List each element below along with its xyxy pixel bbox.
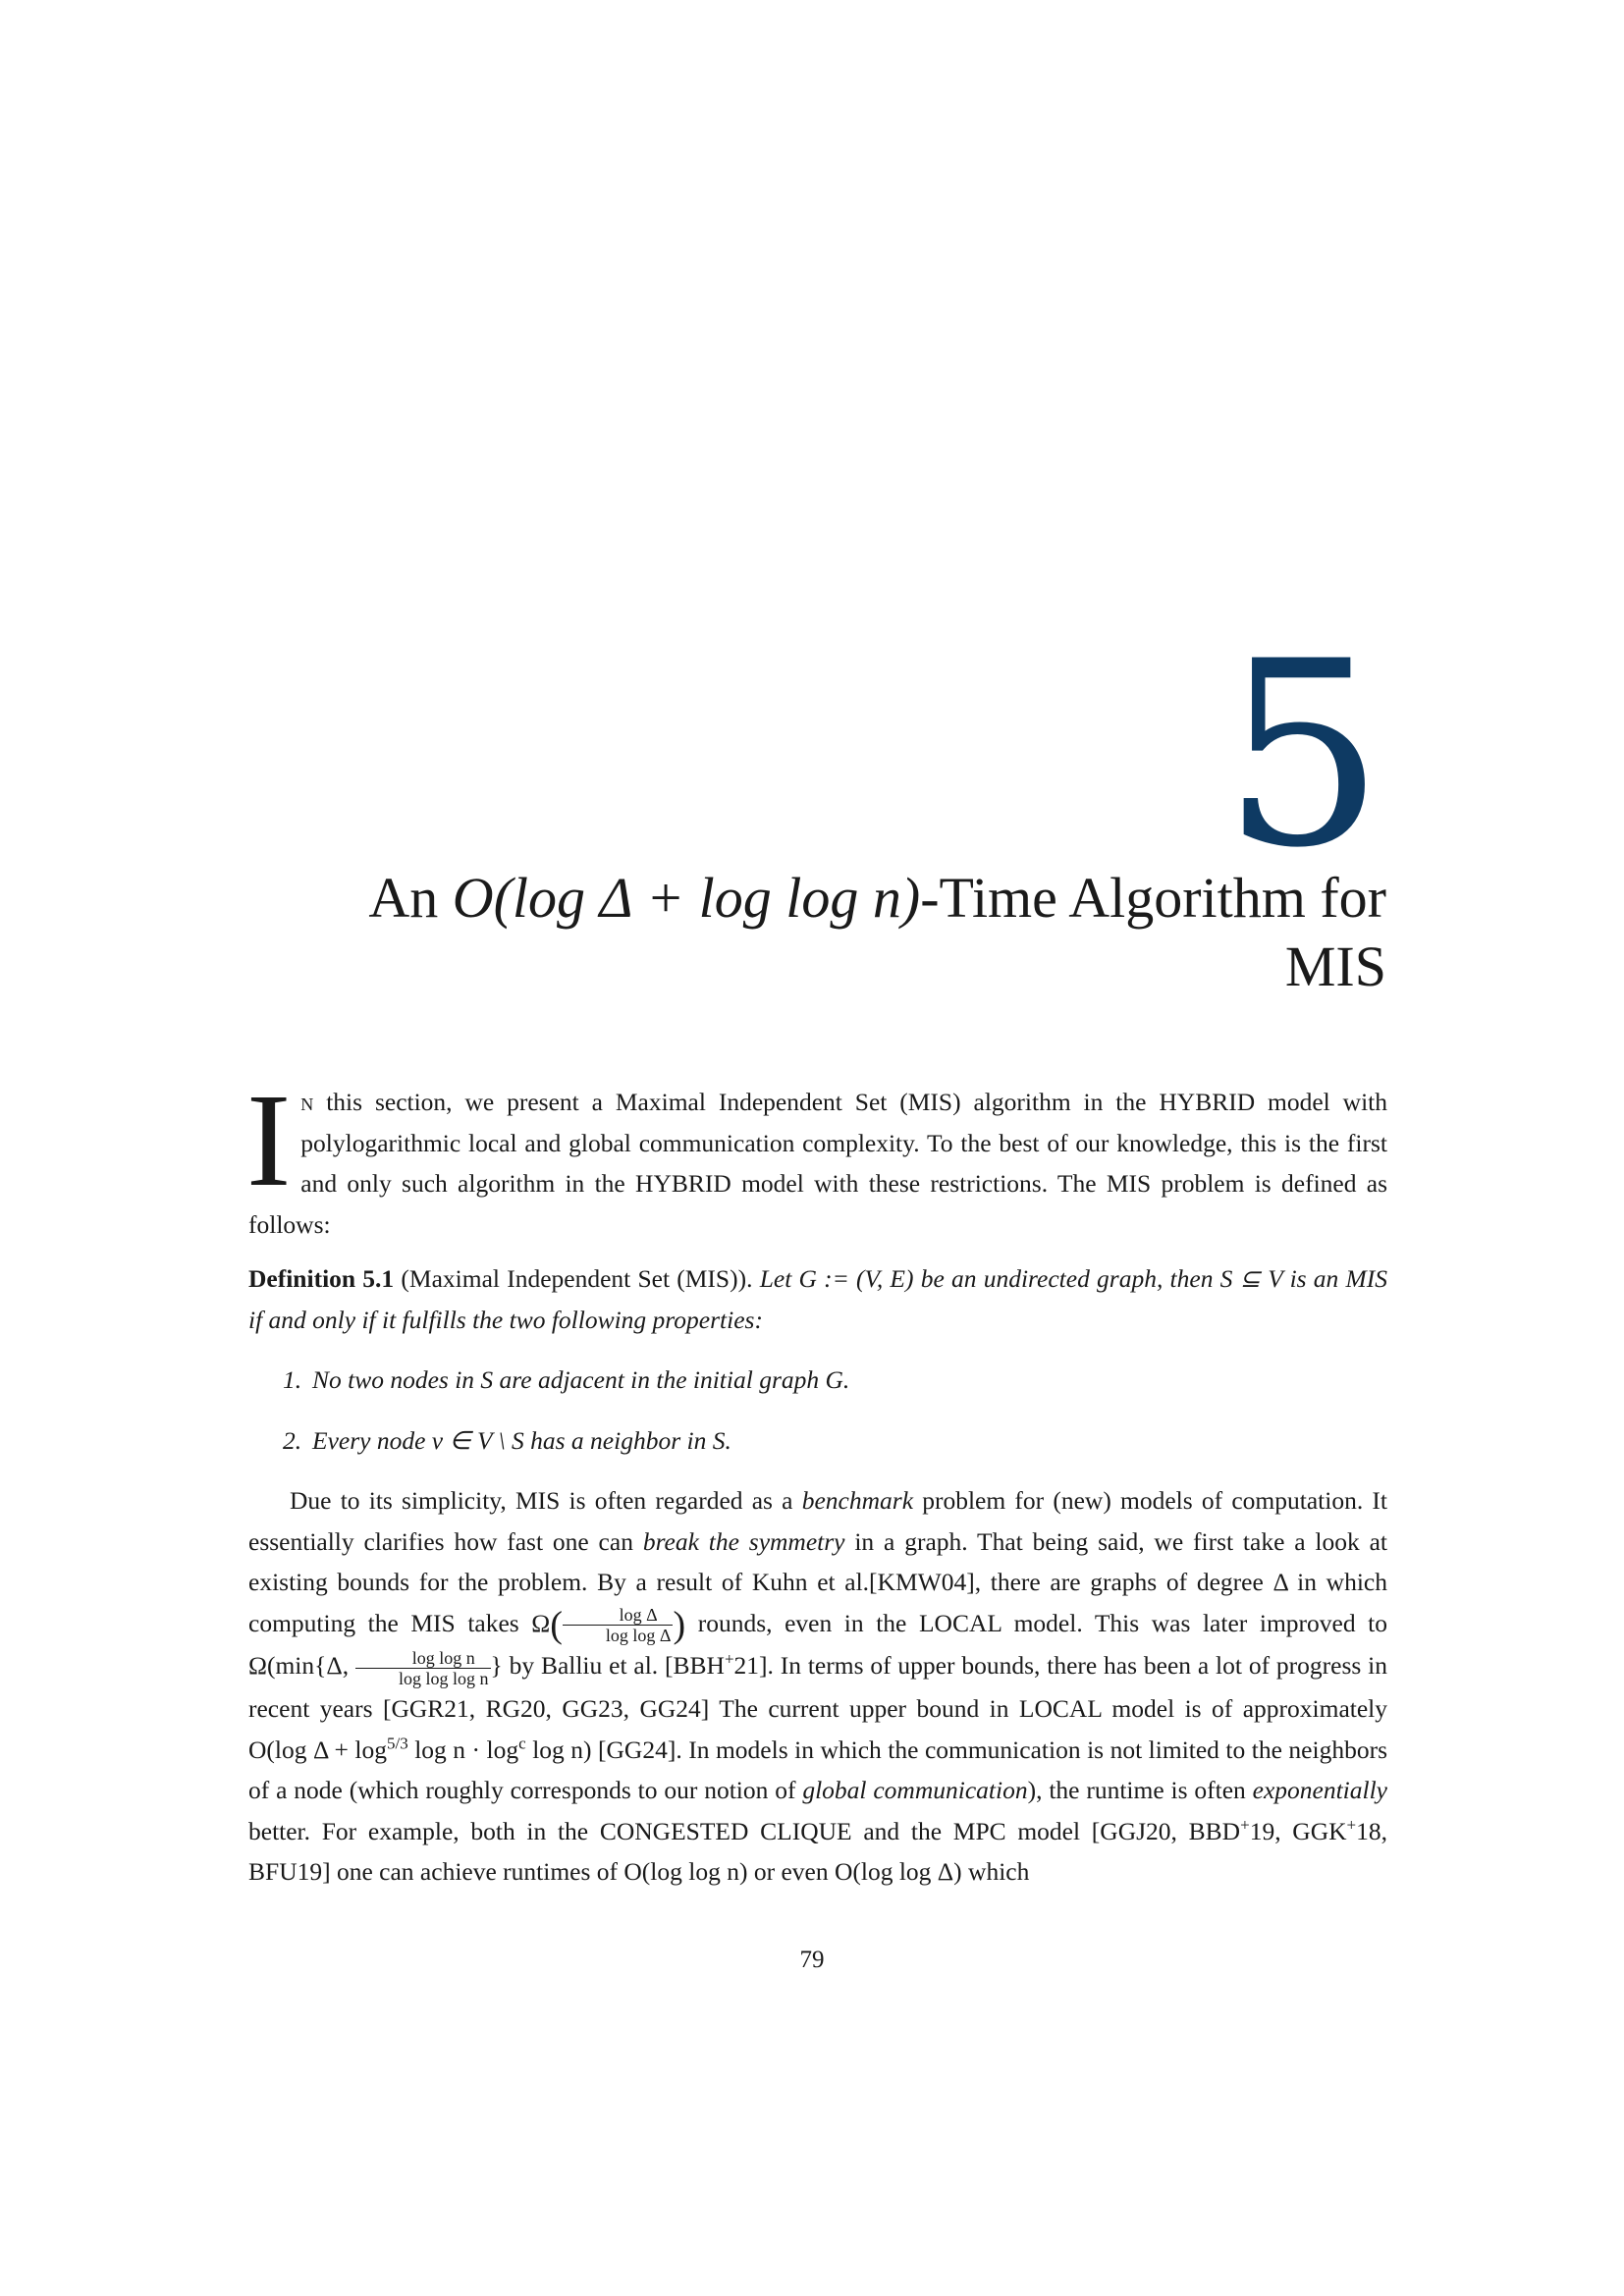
emphasis-exponentially: exponentially (1252, 1776, 1388, 1805)
fraction-log-delta: $\frac{\text{log Δ}}{\text{log log Δ}}$ (563, 1605, 674, 1645)
chapter-title-math: O(log Δ + log log n) (452, 866, 921, 930)
emphasis-global-communication: global communication (802, 1776, 1028, 1805)
list-item: 1. No two nodes in S are adjacent in the initial graph G. (283, 1365, 850, 1394)
chapter-title-prefix: An (368, 866, 453, 930)
chapter-title-suffix: -Time Algorithm for MIS (920, 866, 1386, 998)
definition-name: (Maximal Independent Set (MIS)). (401, 1264, 753, 1293)
chapter-number: 5 (1221, 608, 1384, 904)
drop-cap: I (246, 1067, 292, 1214)
definition-statement: Let G := (V, E) be an undirected graph, then S ⊆ V is an MIS if and only if it fulfills the two following properties: (248, 1264, 1388, 1334)
fraction-log-log-n: $\frac{\text{log log n}}{\text{log log log n}}$ (355, 1648, 491, 1688)
chapter-title (295, 864, 1386, 1000)
definition-block (248, 1258, 1387, 1340)
definition-properties (248, 1360, 1387, 1461)
intro-text: this section, we present a Maximal Independent Set (MIS) algorithm in the HYBRID model with polylogarithmic local and global communication complexity. To the best of our knowledge, this is the first and only such algorithm in the HYBRID model with these restrictions. The MIS problem is defined as follows: (248, 1088, 1387, 1239)
page-number: 79 (799, 1947, 825, 1973)
intro-smallcaps: n (300, 1088, 314, 1116)
emphasis-benchmark: benchmark (801, 1486, 914, 1515)
intro-paragraph (246, 1067, 1387, 1245)
emphasis-break-symmetry: break the symmetry (642, 1526, 845, 1556)
body-text (246, 1067, 1388, 1893)
definition-label: Definition 5.1 (248, 1264, 395, 1293)
main-paragraph: Due to its simplicity, MIS is often regarded as a benchmark problem for (new) models of computation. It essentially clarifies how fast one can break the symmetry in a graph. That being said, we first take a look at existing bounds for the problem. By a result of Kuhn et al.[KMW04], there are graphs of degree Δ in which computing the MIS takes Ω( $\frac{\text{log Δ}}{\text{log log Δ}}$ ) rounds, even in the LOCAL model. This was later improved to Ω(min{Δ, $\frac{\text{log log n}}{\text{log log log n}}$ } by Balliu et al. [BBH+21]. In terms of upper bounds, there has been a lot of progress in recent years [GGR21, RG20, GG23, GG24] The current upper bound in LOCAL model is of approximately O(log $\Delta + \log^{5/3} \log n \cdot \log^c \log n$) [GG24]. In models in which the communication is not limited to the neighbors of a node (which roughly corresponds to our notion of global communication), the runtime is often exponentially better. For example, both in the CONGESTED CLIQUE and the MPC model [GGJ20, BBD+19, GGK+18, BFU19] one can achieve runtimes of O(log log n) or even O(log log Δ) which (248, 1486, 1388, 1887)
list-item: 2. Every node v ∈ V \ S has a neighbor in S. (283, 1425, 731, 1455)
